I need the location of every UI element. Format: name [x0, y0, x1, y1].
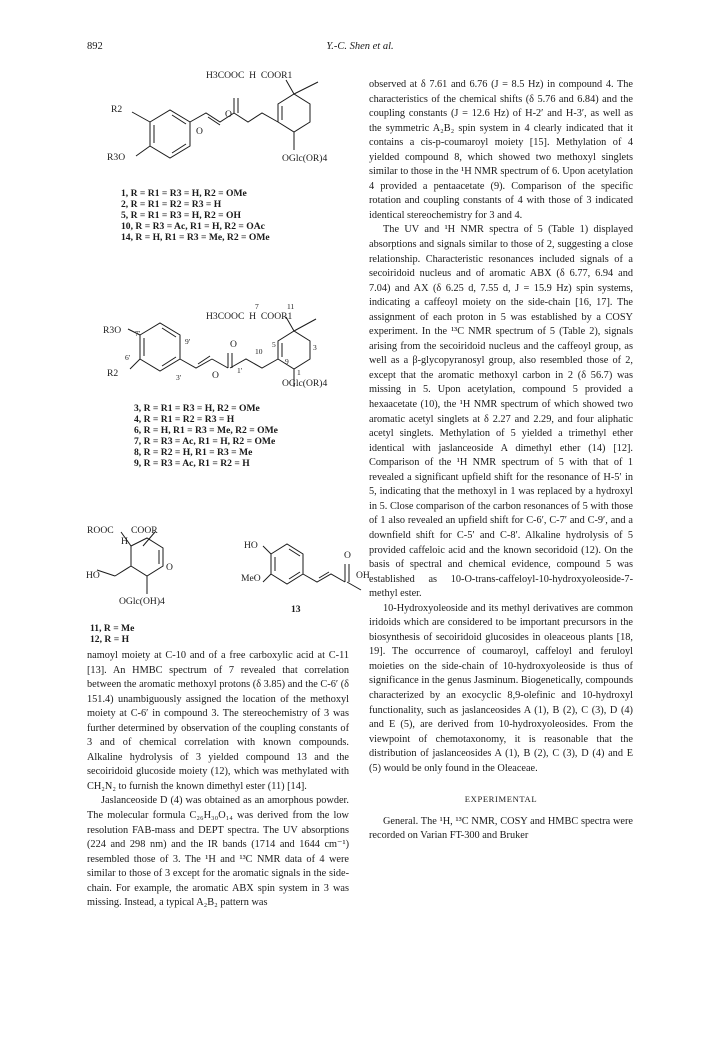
struct1-compound-0: 1, R = R1 = R3 = H, R2 = OMe [121, 188, 247, 199]
struct4-meo: MeO [241, 573, 261, 584]
struct2-num-10: 10 [255, 347, 263, 356]
struct1-compound-3: 10, R = R3 = Ac, R1 = H, R2 = OAc [121, 221, 265, 232]
struct1-compound-4: 14, R = H, R1 = R3 = Me, R2 = OMe [121, 232, 270, 243]
struct3-coor: COOR [131, 525, 158, 536]
struct2-o1: O [230, 339, 237, 350]
section-heading-experimental: EXPERIMENTAL [464, 794, 538, 805]
struct1-compound-1: 2, R = R1 = R2 = R3 = H [121, 199, 222, 210]
struct4-o: O [344, 550, 351, 561]
struct1-r2: R2 [111, 104, 123, 115]
struct2-top-label: H3COOC H COOR1 [206, 311, 293, 322]
struct3-oglc: OGlc(OH)4 [119, 596, 165, 607]
struct3-compound-1: 12, R = H [90, 634, 130, 645]
struct3-o: O [166, 562, 173, 573]
struct2-num-6p: 6' [125, 353, 131, 362]
struct1-r3o: R3O [107, 152, 126, 163]
struct4-ho: HO [244, 540, 258, 551]
page-number: 892 [87, 41, 103, 52]
left-paragraph-2: Jaslanceoside D (4) was obtained as an amorphous powder. The molecular formula C₂₆H₃₀O₁₄ was derived from the low resolution FAB-mass and DEPT spectra. The UV absorptions (224 and 298 nm) and the IR bands (1714 and 1644 cm⁻¹) resembled those of 3. The ¹H and ¹³C NMR data of 4 were similar to those of 3 except for the aromatic signals in the side-chain. For example, the aromatic ABX spin system in 3 was missing. Instead, a typical A₂B₂ pattern was [87, 795, 349, 909]
struct2-compound-5: 9, R = R3 = Ac, R1 = R2 = H [134, 458, 250, 469]
struct1-top-label: H3COOC H COOR1 [206, 70, 293, 81]
struct1-o-label: O [225, 109, 232, 120]
left-column [87, 649, 349, 911]
struct2-num-7p: 7' [135, 329, 141, 338]
struct2-num-1p: 1' [237, 366, 243, 375]
struct1-compound-2: 5, R = R1 = R3 = H, R2 = OH [121, 210, 241, 221]
struct2-num-5: 5 [272, 340, 276, 349]
struct3-rooc: ROOC [87, 525, 114, 536]
struct1-o2-label: O [196, 126, 203, 137]
struct4-label: 13 [291, 604, 301, 615]
struct1-oglc: OGlc(OR)4 [282, 153, 328, 164]
right-paragraph-1: observed at δ 7.61 and 6.76 (J = 8.5 Hz) in compound 4. The characteristics of the chemical shifts (δ 5.76 and 6.84) and the coupling constants (J = 12.6 Hz) of H-2′ and H-3′, as well as the symmetric A₂B₂ spin system in 4 clearly indicated that it contains a cis-p-coumaroyl moiety [15]. Methylation of 4 yielded compound 8, which showed two methoxyl singlets similar to those in the ¹H NMR spectrum of 6. Upon acetylation 4 provided a pentaacetate (9). Comparison of the specific rotation and coupling constants of 4 with those of 3 indicated identical stereochemistry for 3 and 4. [369, 79, 633, 221]
struct2-num-11: 11 [287, 302, 295, 311]
struct2-num-9p: 9' [185, 337, 191, 346]
structure-1-diagram [110, 70, 370, 195]
struct3-compound-0: 11, R = Me [90, 623, 135, 634]
struct2-compound-4: 8, R = R2 = H, R1 = R3 = Me [134, 447, 253, 458]
struct2-num-1: 1 [297, 368, 301, 377]
struct2-oglc: OGlc(OR)4 [282, 378, 328, 389]
struct2-o2: O [212, 370, 219, 381]
running-title: Y.-C. Shen et al. [326, 41, 394, 52]
struct2-num-7: 7 [255, 302, 259, 311]
right-paragraph-2: The UV and ¹H NMR spectra of 5 (Table 1) displayed absorptions and signals similar to those of 2, suggesting a close relationship. Characteristic resonances included signals of a secoiridoid nucleus and of aromatic ABX (δ 6.77, 6.94 and 7.04) and AX (δ 6.25 d, 7.55 d, J = 15.9 Hz) spin systems, indicating a caffeoyl moiety on the side-chain [16, 17]. The assignment of each proton in 5 was established by a COSY experiment. In the ¹³C NMR spectrum of 5 (Table 2), signals arising from the secoiridoid nucleus and the caffeoyl group, as well as a β-glycopyranosyl group, also resembled those of 2, except that the aromatic methoxyl carbon in 2 (δ 56.7) was missing in 5. Upon acetylation, compound 5 provided a hexaacetate (10), the ¹H NMR spectrum of which showed two aromatic acetyl singlets at δ 2.27 and 2.29, and four aliphatic acetyl singlets. Methylation of 5 yielded a trimethyl ether identical with jaslanceoside A dimethyl ether (14) [12]. Comparison of the ¹H NMR spectrum of 5 with that of 1 revealed a significant upfield shift for the resonance of H-5′ in 5, indicating that the methoxyl in 1 was replaced by a hydroxyl in 5. Close comparison of the carbon resonances of 5 with those of 1 also revealed an upfield shift for C-6′, C-7′ and C-9′, and a downfield shift for C-5′ and C-8′. Alkaline hydrolysis of 5 provided caffeloic acid and the known secoridoid (12). On the basis of spectral and chemical evidence, compound 5 was established as 10-O-trans-caffeloyl-10-hydroxyoleoside-7-methyl ester. [369, 224, 633, 600]
struct2-num-3p: 3' [176, 373, 182, 382]
struct2-num-3: 3 [313, 343, 317, 352]
struct2-compound-3: 7, R = R3 = Ac, R1 = H, R2 = OMe [134, 436, 276, 447]
right-column [369, 78, 633, 844]
left-paragraph-1: namoyl moiety at C-10 and of a free carboxylic acid at C-11 [13]. An HMBC spectrum of 7 revealed that correlation between the aromatic methoxyl protons (δ 3.85) and the C-6′ (δ 151.4) unambiguously assigned the location of the methoxyl moiety at C-6′ in compound 3. The stereochemistry of 3 was further determined by observation of the coupling constants of 3 and of chemical correlation with known compounds. Alkaline hydrolysis of 3 yielded compound 13 and the secoiridoid glucoside moiety (12), which was methylated with CH₂N₂ to furnish the known dimethyl ester (11) [14]. [87, 650, 349, 792]
struct2-num-9: 9 [285, 357, 289, 366]
struct2-compound-0: 3, R = R1 = R3 = H, R2 = OMe [134, 403, 260, 414]
struct2-compound-2: 6, R = H, R1 = R3 = Me, R2 = OMe [134, 425, 278, 436]
struct2-r2: R2 [107, 368, 119, 379]
struct3-ho: HO [86, 570, 100, 581]
struct4-oh: OH [356, 570, 370, 581]
right-paragraph-3: 10-Hydroxyoleoside and its methyl derivatives are common iridoids which are considered to be important precursors in the biosynthesis of secoiridoid glucosides in oleaceous plants [18, 19]. The occurrence of coumaroyl, caffeloyl and feruloyl moieties on the side-chain of 10-hydroxyoleoside is thus of significance in the genus Jasminum. Biogenetically, compounds characterized by an exocyclic 8,9-olefinic and 10-hydroxyl functionality, such as jaslanceosides A (1), B (2), C (3), D (4) and E (5), are derived from 10-hydroxyoleosides. From the viewpoint of chemotaxonomy, it is reasonable that the distribution of jaslanceosides A (1), B (2), C (3), D (4) and E (5) would be only found in the Oleaceae. [369, 602, 633, 774]
struct3-h: H [121, 536, 128, 547]
right-paragraph-4: General. The ¹H, ¹³C NMR, COSY and HMBC spectra were recorded on Varian FT-300 and Bruker [369, 815, 633, 842]
struct2-r3o: R3O [103, 325, 122, 336]
struct2-compound-1: 4, R = R1 = R2 = R3 = H [134, 414, 235, 425]
